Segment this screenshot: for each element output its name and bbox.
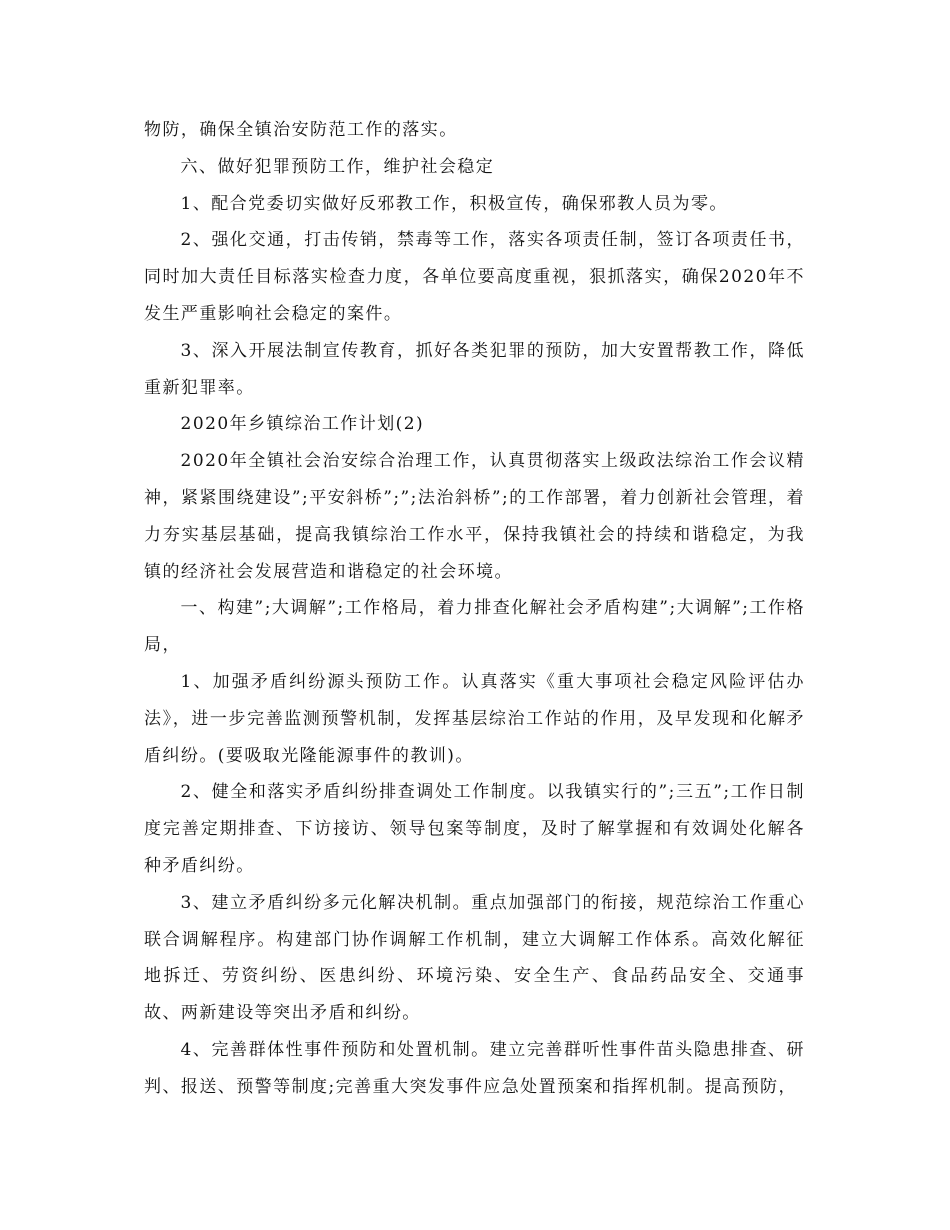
paragraph: 1、加强矛盾纠纷源头预防工作。认真落实《重大事项社会稳定风险评估办法》，进一步完善监测预警机制，发挥基层综治工作站的作用，及早发现和化解矛盾纠纷。(要吸取光隆能源事件的教训)。 [144, 671, 805, 766]
paragraph: 2、健全和落实矛盾纠纷排查调处工作制度。以我镇实行的”;三五”;工作日制度完善定期排查、下访接访、领导包案等制度，及时了解掌握和有效调处化解各种矛盾纠纷。 [144, 782, 805, 876]
paragraph: 物防，确保全镇治安防范工作的落实。 [144, 120, 458, 140]
section-heading: 六、做好犯罪预防工作，维护社会稳定 [180, 156, 495, 177]
paragraph: 3、深入开展法制宣传教育，抓好各类犯罪的预防，加大安置帮教工作，降低重新犯罪率。 [144, 340, 805, 398]
paragraph: 1、配合党委切实做好反邪教工作，积极宣传，确保邪教人员为零。 [180, 193, 728, 214]
section-heading: 一、构建”;大调解”;工作格局，着力排查化解社会矛盾构建”;大调解”;工作格局， [144, 598, 805, 656]
paragraph: 3、建立矛盾纠纷多元化解决机制。重点加强部门的衔接，规范综治工作重心联合调解程序。构建部门协作调解工作机制，建立大调解工作体系。高效化解征地拆迁、劳资纠纷、医患纠纷、环境污染、安全生产、食品药品安全、交通事故、两新建设等突出矛盾和纠纷。 [144, 892, 805, 1024]
paragraph: 2020年全镇社会治安综合治理工作，认真贯彻落实上级政法综治工作会议精神，紧紧围绕建设”;平安斜桥”;”;法治斜桥”;的工作部署，着力创新社会管理，着力夯实基层基础，提高我镇综治工作水平，保持我镇社会的持续和谐稳定，为我镇的经济社会发展营造和谐稳定的社会环境。 [144, 451, 805, 582]
document-body [144, 112, 805, 1106]
paragraph: 2、强化交通，打击传销，禁毒等工作，落实各项责任制，签订各项责任书，同时加大责任目标落实检查力度，各单位要高度重视，狠抓落实，确保2020年不发生严重影响社会稳定的案件。 [144, 230, 805, 324]
paragraph: 4、完善群体性事件预防和处置机制。建立完善群听性事件苗头隐患排查、研判、报送、预警等制度;完善重大突发事件应急处置预案和指挥机制。提高预防， [144, 1039, 805, 1097]
document-subtitle: 2020年乡镇综治工作计划(2) [180, 414, 425, 435]
